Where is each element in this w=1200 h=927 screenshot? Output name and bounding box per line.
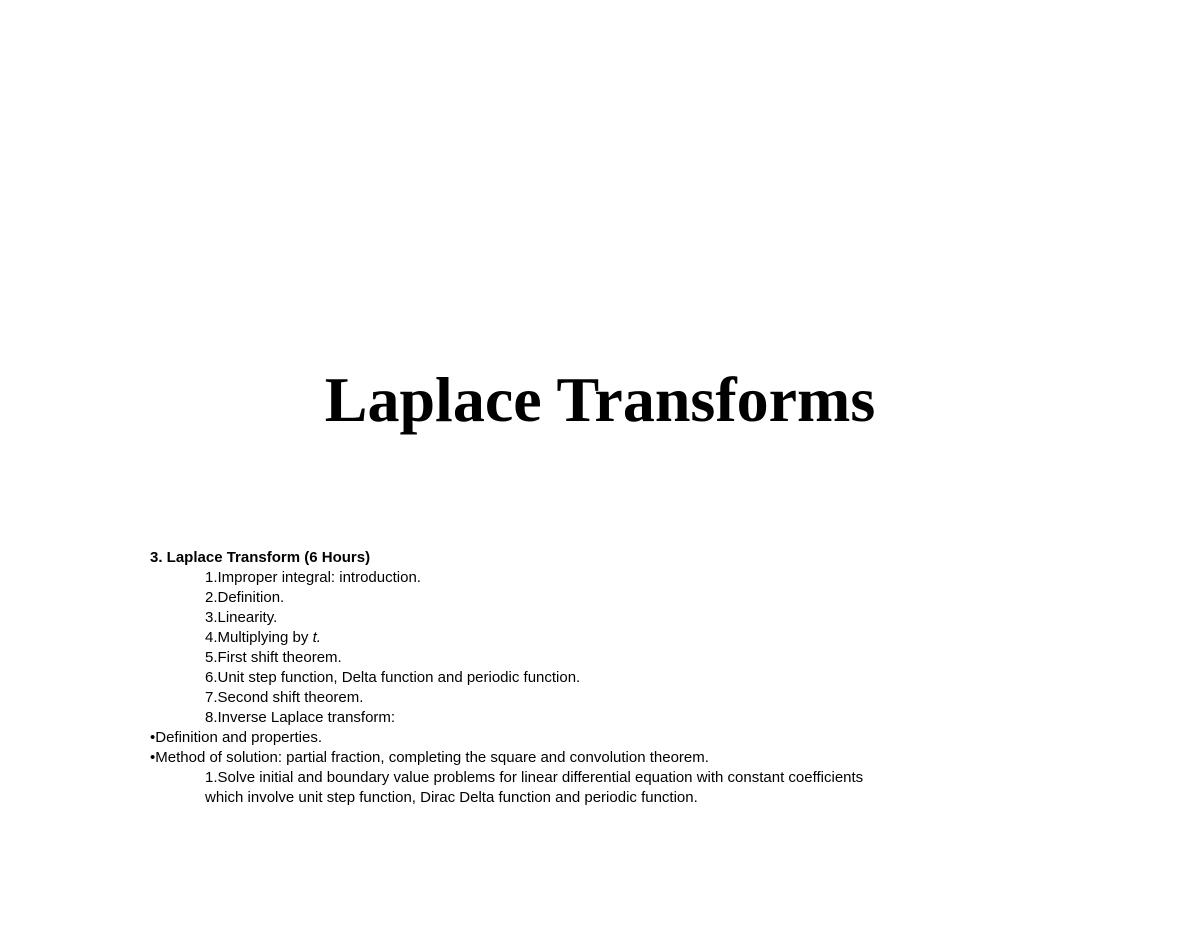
topic-item: 6.Unit step function, Delta function and periodic function. [205, 669, 581, 686]
syllabus-block [150, 548, 1150, 808]
topic-item-multiplying [150, 628, 1150, 648]
topic-item: 3.Linearity. [205, 609, 278, 626]
bullet-item: •Method of solution: partial fraction, completing the square and convolution theorem. [150, 749, 709, 766]
topic-item: 2.Definition. [205, 589, 285, 606]
section-heading: 3. Laplace Transform (6 Hours) [150, 549, 371, 566]
topic-item: 1.Improper integral: introduction. [205, 569, 421, 586]
slide-title: Laplace Transforms [324, 364, 876, 435]
bullet-item: •Definition and properties. [150, 729, 323, 746]
topic-item: 8.Inverse Laplace transform: [205, 709, 396, 726]
topic-item: 5.First shift theorem. [205, 649, 342, 666]
topic-item: 7.Second shift theorem. [205, 689, 364, 706]
application-item: 1.Solve initial and boundary value problems for linear differential equation with constant coefficients which involve unit step function, Dirac Delta function and periodic function. [205, 769, 864, 806]
variable-t: t. [312, 629, 321, 646]
topic-item-text: 4.Multiplying by [205, 629, 313, 646]
